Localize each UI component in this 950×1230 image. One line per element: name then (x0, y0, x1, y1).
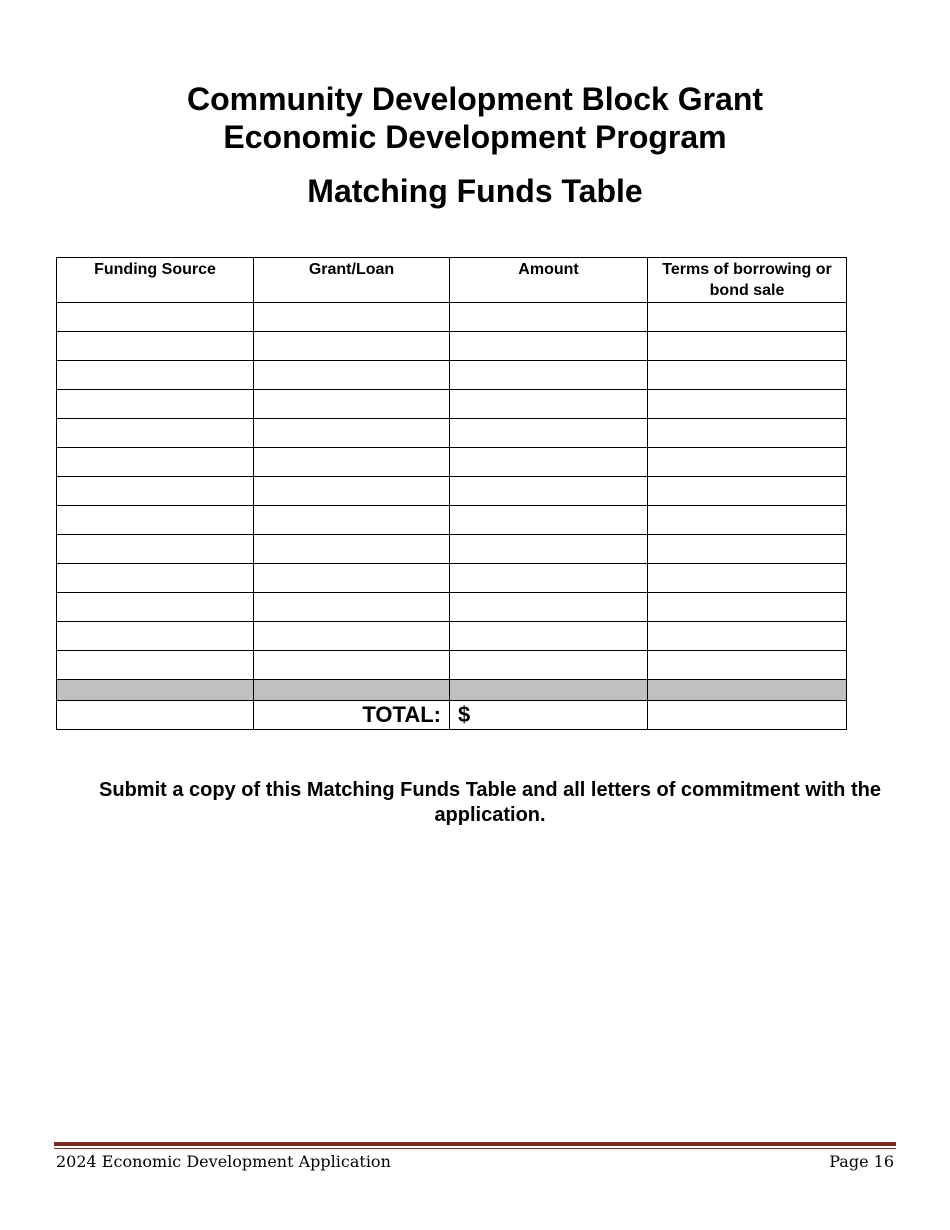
grant-loan-cell[interactable] (254, 593, 450, 622)
table-subtitle: Matching Funds Table (307, 173, 643, 209)
shaded-cell (648, 680, 847, 701)
shaded-cell (254, 680, 450, 701)
amount-cell[interactable] (450, 303, 648, 332)
amount-cell[interactable] (450, 390, 648, 419)
grant-loan-cell[interactable] (254, 477, 450, 506)
terms-cell[interactable] (648, 506, 847, 535)
amount-cell[interactable] (450, 622, 648, 651)
footer-rule-thin (54, 1148, 896, 1149)
matching-funds-table (56, 257, 847, 730)
grant-loan-cell[interactable] (254, 361, 450, 390)
table-row (57, 332, 847, 361)
grant-loan-cell[interactable] (254, 332, 450, 361)
grant-loan-cell[interactable] (254, 390, 450, 419)
grant-loan-cell[interactable] (254, 303, 450, 332)
amount-cell[interactable] (450, 477, 648, 506)
total-row-terms-cell[interactable] (648, 701, 847, 730)
amount-cell[interactable] (450, 506, 648, 535)
table-row (57, 506, 847, 535)
funding-source-cell[interactable] (57, 535, 254, 564)
funding-source-cell[interactable] (57, 593, 254, 622)
table-row (57, 361, 847, 390)
shaded-separator-row (57, 680, 847, 701)
grant-loan-cell[interactable] (254, 419, 450, 448)
column-header-funding-source: Funding Source (57, 258, 254, 303)
table-row (57, 419, 847, 448)
terms-cell[interactable] (648, 564, 847, 593)
table-row (57, 564, 847, 593)
total-row-funding-source-cell[interactable] (57, 701, 254, 730)
submission-note: Submit a copy of this Matching Funds Table and all letters of commitment with the application. (99, 779, 881, 826)
table-row (57, 651, 847, 680)
amount-cell[interactable] (450, 361, 648, 390)
footer-document-name: 2024 Economic Development Application (56, 1152, 391, 1171)
terms-cell[interactable] (648, 448, 847, 477)
title-line-1: Community Development Block Grant (186, 81, 764, 117)
funding-source-cell[interactable] (57, 419, 254, 448)
table-row (57, 622, 847, 651)
funding-source-cell[interactable] (57, 303, 254, 332)
funding-source-cell[interactable] (57, 622, 254, 651)
funding-source-cell[interactable] (57, 361, 254, 390)
title-line-2: Economic Development Program (223, 119, 727, 155)
shaded-cell (57, 680, 254, 701)
table-row (57, 303, 847, 332)
grant-loan-cell[interactable] (254, 506, 450, 535)
total-label: TOTAL: (254, 701, 450, 730)
terms-cell[interactable] (648, 419, 847, 448)
shaded-cell (450, 680, 648, 701)
table-row (57, 477, 847, 506)
amount-cell[interactable] (450, 448, 648, 477)
amount-cell[interactable] (450, 593, 648, 622)
funding-source-cell[interactable] (57, 477, 254, 506)
footer-rule-thick (54, 1142, 896, 1146)
terms-cell[interactable] (648, 651, 847, 680)
amount-cell[interactable] (450, 535, 648, 564)
funding-source-cell[interactable] (57, 448, 254, 477)
terms-cell[interactable] (648, 593, 847, 622)
funding-source-cell[interactable] (57, 390, 254, 419)
terms-cell[interactable] (648, 622, 847, 651)
funding-source-cell[interactable] (57, 564, 254, 593)
grant-loan-cell[interactable] (254, 564, 450, 593)
terms-cell[interactable] (648, 535, 847, 564)
total-row (57, 701, 847, 730)
terms-cell[interactable] (648, 390, 847, 419)
terms-cell[interactable] (648, 477, 847, 506)
terms-cell[interactable] (648, 332, 847, 361)
terms-cell[interactable] (648, 361, 847, 390)
grant-loan-cell[interactable] (254, 622, 450, 651)
column-header-amount: Amount (450, 258, 648, 303)
amount-cell[interactable] (450, 564, 648, 593)
footer-page-number: Page 16 (829, 1152, 894, 1171)
amount-cell[interactable] (450, 419, 648, 448)
grant-loan-cell[interactable] (254, 535, 450, 564)
funding-source-cell[interactable] (57, 651, 254, 680)
amount-cell[interactable] (450, 651, 648, 680)
funding-source-cell[interactable] (57, 332, 254, 361)
table-row (57, 390, 847, 419)
terms-cell[interactable] (648, 303, 847, 332)
column-header-terms: Terms of borrowing or bond sale (648, 258, 847, 303)
table-body (57, 303, 847, 730)
table-header-row (57, 258, 847, 303)
table-row (57, 593, 847, 622)
grant-loan-cell[interactable] (254, 448, 450, 477)
table-row (57, 448, 847, 477)
funding-source-cell[interactable] (57, 506, 254, 535)
amount-cell[interactable] (450, 332, 648, 361)
grant-loan-cell[interactable] (254, 651, 450, 680)
document-title (0, 80, 950, 156)
column-header-grant-loan: Grant/Loan (254, 258, 450, 303)
table-row (57, 535, 847, 564)
total-amount-field[interactable]: $ (450, 701, 648, 730)
